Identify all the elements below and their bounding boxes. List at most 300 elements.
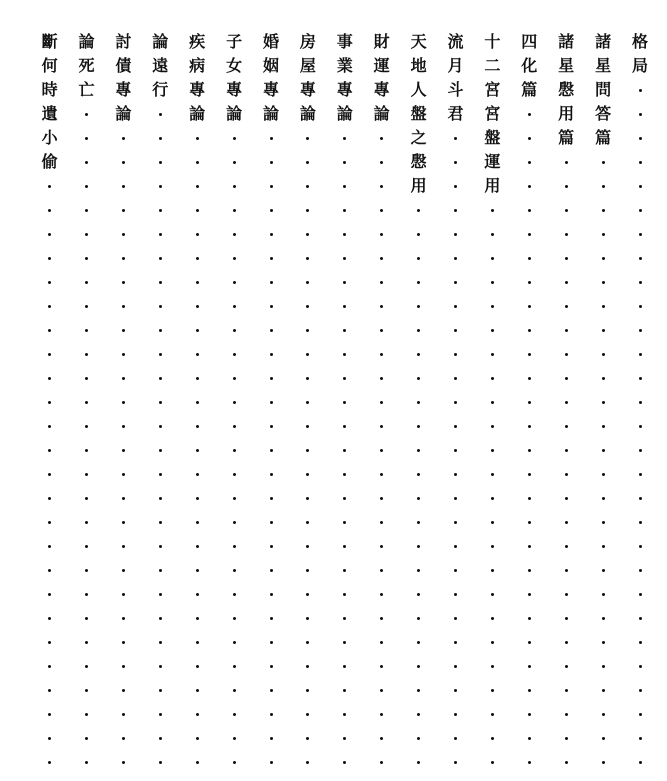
- title-char: 事: [336, 32, 353, 51]
- leader-dot: [196, 713, 199, 716]
- leader-dot: [159, 761, 162, 764]
- leader-dot: [122, 521, 125, 524]
- title-char: 病: [189, 56, 206, 75]
- leader-dot: [528, 641, 531, 644]
- dot-leader: [258, 126, 284, 774]
- leader-dot: [565, 641, 568, 644]
- title-char: 業: [336, 56, 353, 75]
- leader-dot: [48, 737, 51, 740]
- leader-dot: [343, 545, 346, 548]
- leader-dot: [565, 185, 568, 188]
- title-char: 篇: [595, 128, 612, 147]
- leader-dot: [85, 233, 88, 236]
- leader-dot: [528, 329, 531, 332]
- leader-dot: [233, 281, 236, 284]
- leader-dot: [85, 521, 88, 524]
- toc-entry-title: [221, 30, 247, 126]
- leader-dot: [528, 233, 531, 236]
- leader-dot: [85, 185, 88, 188]
- leader-dot: [380, 617, 383, 620]
- leader-dot: [343, 569, 346, 572]
- leader-dot: [454, 593, 457, 596]
- leader-dot: [233, 209, 236, 212]
- toc-entry-title: [74, 30, 100, 102]
- leader-dot: [528, 425, 531, 428]
- leader-dot: [343, 185, 346, 188]
- leader-dot: [196, 377, 199, 380]
- leader-dot: [417, 473, 420, 476]
- leader-dot: [306, 761, 309, 764]
- leader-dot: [159, 569, 162, 572]
- title-char: 姻: [262, 56, 279, 75]
- leader-dot: [491, 521, 494, 524]
- leader-dot: [270, 185, 273, 188]
- leader-dot: [306, 377, 309, 380]
- leader-dot: [196, 449, 199, 452]
- title-char: 月: [447, 56, 464, 75]
- leader-dot: [380, 377, 383, 380]
- leader-dot: [196, 401, 199, 404]
- title-char: 專: [262, 80, 279, 99]
- leader-dot: [159, 545, 162, 548]
- title-char: 論: [78, 32, 95, 51]
- leader-dot: [85, 209, 88, 212]
- leader-dot: [85, 617, 88, 620]
- title-char: 論: [152, 32, 169, 51]
- title-char: 二: [484, 56, 501, 75]
- title-char: 子: [226, 32, 243, 51]
- leader-dot: [48, 449, 51, 452]
- title-char: 星: [595, 56, 612, 75]
- toc-entry: [332, 30, 358, 781]
- leader-dot: [602, 545, 605, 548]
- leader-dot: [380, 521, 383, 524]
- leader-dot: [602, 665, 605, 668]
- leader-dot: [48, 401, 51, 404]
- leader-dot: [343, 281, 346, 284]
- leader-dot: [454, 185, 457, 188]
- leader-dot: [454, 353, 457, 356]
- title-char: 亡: [78, 80, 95, 99]
- leader-dot: [122, 137, 125, 140]
- leader-dot: [306, 713, 309, 716]
- leader-dot: [122, 257, 125, 260]
- leader-dot: [270, 497, 273, 500]
- leader-dot: [48, 353, 51, 356]
- leader-dot: [196, 473, 199, 476]
- leader-dot: [602, 617, 605, 620]
- leader-dot: [602, 521, 605, 524]
- leader-dot: [343, 617, 346, 620]
- title-char: 宮: [484, 104, 501, 123]
- leader-dot: [417, 377, 420, 380]
- title-char: 專: [336, 80, 353, 99]
- leader-dot: [196, 761, 199, 764]
- leader-dot: [122, 569, 125, 572]
- toc-entry: [110, 30, 136, 781]
- leader-dot: [85, 665, 88, 668]
- leader-dot: [196, 353, 199, 356]
- leader-dot: [417, 665, 420, 668]
- leader-dot: [380, 665, 383, 668]
- leader-dot: [85, 305, 88, 308]
- leader-dot: [343, 737, 346, 740]
- leader-dot: [306, 521, 309, 524]
- title-char: 諸: [558, 32, 575, 51]
- leader-dot: [528, 593, 531, 596]
- title-char: 房: [299, 32, 316, 51]
- leader-dot: [639, 137, 642, 140]
- leader-dot: [565, 425, 568, 428]
- leader-dot: [491, 689, 494, 692]
- leader-dot: [417, 425, 420, 428]
- leader-dot: [639, 89, 642, 92]
- leader-dot: [85, 137, 88, 140]
- title-char: 論: [373, 104, 390, 123]
- title-char: 屋: [299, 56, 316, 75]
- leader-dot: [565, 161, 568, 164]
- leader-dot: [565, 545, 568, 548]
- leader-dot: [380, 161, 383, 164]
- leader-dot: [417, 521, 420, 524]
- toc-entry-title: [516, 30, 542, 102]
- title-char: 疾: [189, 32, 206, 51]
- toc-entry: [74, 30, 100, 781]
- leader-dot: [565, 593, 568, 596]
- leader-dot: [306, 641, 309, 644]
- toc-entry-title: [553, 30, 579, 150]
- leader-dot: [343, 761, 346, 764]
- leader-dot: [122, 593, 125, 596]
- leader-dot: [196, 641, 199, 644]
- leader-dot: [454, 281, 457, 284]
- leader-dot: [159, 449, 162, 452]
- leader-dot: [233, 737, 236, 740]
- leader-dot: [122, 737, 125, 740]
- leader-dot: [639, 761, 642, 764]
- leader-dot: [565, 617, 568, 620]
- leader-dot: [159, 593, 162, 596]
- leader-dot: [454, 545, 457, 548]
- title-char: 盤: [484, 128, 501, 147]
- title-char: 專: [189, 80, 206, 99]
- leader-dot: [602, 713, 605, 716]
- leader-dot: [417, 689, 420, 692]
- leader-dot: [122, 689, 125, 692]
- leader-dot: [270, 761, 273, 764]
- leader-dot: [528, 185, 531, 188]
- title-char: 諸: [595, 32, 612, 51]
- leader-dot: [85, 449, 88, 452]
- title-char: 專: [226, 80, 243, 99]
- title-char: 女: [226, 56, 243, 75]
- leader-dot: [233, 233, 236, 236]
- leader-dot: [380, 329, 383, 332]
- leader-dot: [417, 401, 420, 404]
- leader-dot: [306, 353, 309, 356]
- leader-dot: [602, 377, 605, 380]
- leader-dot: [159, 233, 162, 236]
- title-char: 慇: [558, 80, 575, 99]
- toc-entry-title: [479, 30, 505, 198]
- leader-dot: [85, 257, 88, 260]
- leader-dot: [159, 689, 162, 692]
- leader-dot: [48, 425, 51, 428]
- leader-dot: [602, 305, 605, 308]
- leader-dot: [639, 449, 642, 452]
- title-char: 宮: [484, 80, 501, 99]
- leader-dot: [639, 497, 642, 500]
- leader-dot: [270, 545, 273, 548]
- leader-dot: [602, 737, 605, 740]
- leader-dot: [343, 449, 346, 452]
- leader-dot: [491, 617, 494, 620]
- title-char: 論: [189, 104, 206, 123]
- title-char: 運: [484, 152, 501, 171]
- leader-dot: [602, 353, 605, 356]
- title-char: 格: [631, 32, 648, 51]
- leader-dot: [343, 233, 346, 236]
- leader-dot: [159, 425, 162, 428]
- leader-dot: [270, 353, 273, 356]
- leader-dot: [602, 161, 605, 164]
- leader-dot: [233, 497, 236, 500]
- leader-dot: [48, 185, 51, 188]
- leader-dot: [639, 713, 642, 716]
- leader-dot: [196, 329, 199, 332]
- leader-dot: [528, 161, 531, 164]
- leader-dot: [159, 137, 162, 140]
- title-char: 討: [115, 32, 132, 51]
- leader-dot: [48, 281, 51, 284]
- leader-dot: [48, 329, 51, 332]
- leader-dot: [270, 329, 273, 332]
- dot-leader: [553, 150, 579, 774]
- leader-dot: [417, 617, 420, 620]
- leader-dot: [380, 209, 383, 212]
- leader-dot: [343, 329, 346, 332]
- leader-dot: [565, 521, 568, 524]
- toc-entry: [443, 30, 469, 781]
- leader-dot: [270, 257, 273, 260]
- title-char: 專: [115, 80, 132, 99]
- toc-entry-title: [295, 30, 321, 126]
- leader-dot: [639, 641, 642, 644]
- toc-entry: [295, 30, 321, 781]
- leader-dot: [196, 281, 199, 284]
- dot-leader: [516, 102, 542, 774]
- leader-dot: [491, 305, 494, 308]
- toc-entry-title: [110, 30, 136, 126]
- leader-dot: [602, 449, 605, 452]
- toc-entry: [369, 30, 395, 781]
- leader-dot: [306, 737, 309, 740]
- leader-dot: [491, 713, 494, 716]
- title-char: 答: [595, 104, 612, 123]
- title-char: 債: [115, 56, 132, 75]
- leader-dot: [380, 497, 383, 500]
- leader-dot: [122, 185, 125, 188]
- leader-dot: [528, 665, 531, 668]
- leader-dot: [122, 641, 125, 644]
- leader-dot: [565, 233, 568, 236]
- leader-dot: [306, 617, 309, 620]
- title-char: 用: [410, 176, 427, 195]
- title-char: 婚: [262, 32, 279, 51]
- leader-dot: [122, 305, 125, 308]
- leader-dot: [233, 305, 236, 308]
- toc-entry: [553, 30, 579, 781]
- leader-dot: [159, 401, 162, 404]
- leader-dot: [343, 665, 346, 668]
- leader-dot: [417, 329, 420, 332]
- leader-dot: [417, 713, 420, 716]
- leader-dot: [417, 761, 420, 764]
- leader-dot: [48, 521, 51, 524]
- leader-dot: [565, 713, 568, 716]
- title-char: 十: [484, 32, 501, 51]
- leader-dot: [380, 425, 383, 428]
- leader-dot: [565, 761, 568, 764]
- leader-dot: [380, 257, 383, 260]
- leader-dot: [196, 569, 199, 572]
- leader-dot: [48, 569, 51, 572]
- leader-dot: [639, 425, 642, 428]
- leader-dot: [491, 665, 494, 668]
- leader-dot: [380, 233, 383, 236]
- leader-dot: [122, 665, 125, 668]
- leader-dot: [528, 449, 531, 452]
- title-char: 論: [336, 104, 353, 123]
- toc-entry: [147, 30, 173, 781]
- title-char: 論: [226, 104, 243, 123]
- title-char: 時: [41, 80, 58, 99]
- leader-dot: [380, 449, 383, 452]
- title-char: 遺: [41, 104, 58, 123]
- leader-dot: [233, 761, 236, 764]
- leader-dot: [343, 473, 346, 476]
- leader-dot: [639, 161, 642, 164]
- leader-dot: [159, 353, 162, 356]
- toc-entry-title: [627, 30, 653, 78]
- leader-dot: [491, 401, 494, 404]
- leader-dot: [491, 569, 494, 572]
- leader-dot: [639, 185, 642, 188]
- title-char: 論: [299, 104, 316, 123]
- leader-dot: [380, 545, 383, 548]
- title-char: 流: [447, 32, 464, 51]
- leader-dot: [196, 617, 199, 620]
- leader-dot: [48, 713, 51, 716]
- toc-entry-title: [147, 30, 173, 102]
- leader-dot: [159, 113, 162, 116]
- leader-dot: [454, 713, 457, 716]
- leader-dot: [85, 497, 88, 500]
- leader-dot: [48, 689, 51, 692]
- leader-dot: [270, 209, 273, 212]
- toc-entry: [184, 30, 210, 781]
- leader-dot: [85, 113, 88, 116]
- leader-dot: [306, 305, 309, 308]
- title-char: 化: [521, 56, 538, 75]
- leader-dot: [306, 425, 309, 428]
- leader-dot: [343, 353, 346, 356]
- leader-dot: [528, 353, 531, 356]
- title-char: 死: [78, 56, 95, 75]
- leader-dot: [196, 737, 199, 740]
- leader-dot: [196, 233, 199, 236]
- leader-dot: [602, 569, 605, 572]
- leader-dot: [233, 473, 236, 476]
- leader-dot: [306, 401, 309, 404]
- leader-dot: [454, 329, 457, 332]
- leader-dot: [380, 353, 383, 356]
- title-char: 行: [152, 80, 169, 99]
- leader-dot: [417, 449, 420, 452]
- leader-dot: [233, 377, 236, 380]
- dot-leader: [443, 126, 469, 774]
- leader-dot: [122, 761, 125, 764]
- leader-dot: [270, 593, 273, 596]
- leader-dot: [233, 665, 236, 668]
- leader-dot: [639, 737, 642, 740]
- leader-dot: [602, 257, 605, 260]
- leader-dot: [454, 473, 457, 476]
- leader-dot: [196, 185, 199, 188]
- leader-dot: [48, 497, 51, 500]
- toc-entry-title: [369, 30, 395, 126]
- leader-dot: [196, 497, 199, 500]
- leader-dot: [306, 569, 309, 572]
- leader-dot: [306, 497, 309, 500]
- leader-dot: [565, 257, 568, 260]
- leader-dot: [48, 209, 51, 212]
- title-char: 論: [262, 104, 279, 123]
- dot-leader: [590, 150, 616, 774]
- leader-dot: [417, 737, 420, 740]
- leader-dot: [306, 161, 309, 164]
- leader-dot: [122, 329, 125, 332]
- title-char: 問: [595, 80, 612, 99]
- toc-entry-title: [443, 30, 469, 126]
- leader-dot: [380, 281, 383, 284]
- leader-dot: [85, 329, 88, 332]
- leader-dot: [122, 617, 125, 620]
- leader-dot: [380, 401, 383, 404]
- leader-dot: [417, 305, 420, 308]
- leader-dot: [454, 521, 457, 524]
- leader-dot: [270, 449, 273, 452]
- leader-dot: [528, 137, 531, 140]
- leader-dot: [417, 641, 420, 644]
- leader-dot: [233, 449, 236, 452]
- toc-entry-title: [258, 30, 284, 126]
- leader-dot: [639, 377, 642, 380]
- leader-dot: [270, 569, 273, 572]
- leader-dot: [602, 209, 605, 212]
- leader-dot: [306, 137, 309, 140]
- leader-dot: [528, 521, 531, 524]
- leader-dot: [454, 425, 457, 428]
- leader-dot: [565, 473, 568, 476]
- leader-dot: [565, 281, 568, 284]
- leader-dot: [639, 401, 642, 404]
- dot-leader: [110, 126, 136, 774]
- dot-leader: [479, 198, 505, 774]
- leader-dot: [85, 353, 88, 356]
- leader-dot: [85, 161, 88, 164]
- dot-leader: [332, 126, 358, 774]
